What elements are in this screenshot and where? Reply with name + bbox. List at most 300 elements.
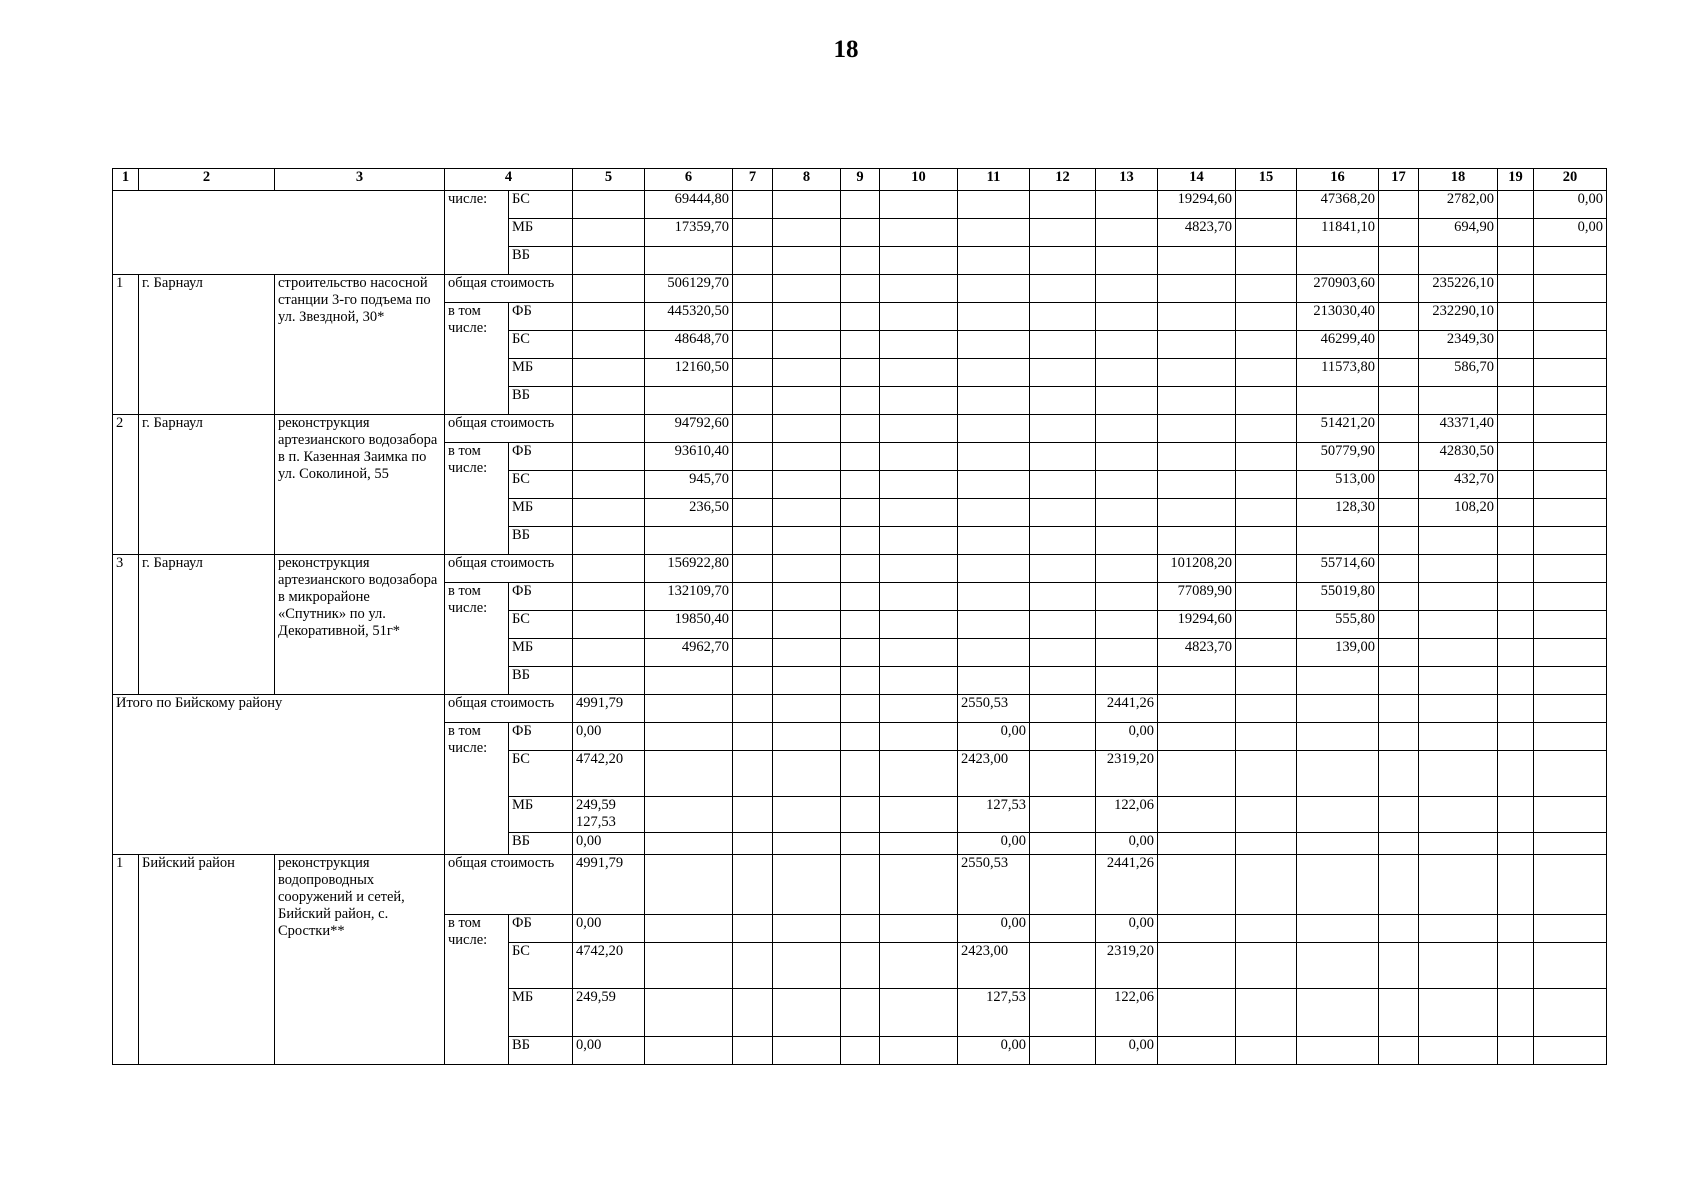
empty-cell — [773, 527, 841, 555]
empty-cell — [773, 583, 841, 611]
cell-value: 432,70 — [1419, 471, 1498, 499]
empty-cell — [1534, 303, 1607, 331]
fund-vb-label: ВБ — [509, 833, 573, 855]
table-row — [113, 275, 1607, 303]
object-place: г. Барнаул — [139, 415, 275, 555]
empty-cell — [1419, 1037, 1498, 1065]
empty-cell — [958, 527, 1030, 555]
total-cost-label: общая стоимость — [445, 415, 573, 443]
empty-cell — [1158, 387, 1236, 415]
empty-cell — [958, 415, 1030, 443]
empty-cell — [645, 695, 733, 723]
cell-value: 43371,40 — [1419, 415, 1498, 443]
col-header-3: 3 — [275, 169, 445, 191]
empty-cell — [958, 611, 1030, 639]
empty-cell — [958, 387, 1030, 415]
empty-cell — [1419, 943, 1498, 989]
in-that-number-label — [445, 583, 509, 695]
cell-value: 506129,70 — [645, 275, 733, 303]
empty-cell — [1236, 751, 1297, 797]
empty-cell — [1236, 275, 1297, 303]
empty-cell — [1498, 611, 1534, 639]
empty-cell — [841, 855, 880, 915]
empty-cell — [1534, 723, 1607, 751]
empty-cell — [645, 247, 733, 275]
empty-cell — [958, 303, 1030, 331]
empty-cell — [573, 667, 645, 695]
empty-cell — [880, 1037, 958, 1065]
fund-vb-label: ВБ — [509, 1037, 573, 1065]
empty-cell — [773, 751, 841, 797]
col-header-15: 15 — [1236, 169, 1297, 191]
empty-cell — [1236, 527, 1297, 555]
cell-value: 0,00 — [573, 1037, 645, 1065]
cell-text: в том — [448, 915, 481, 931]
fund-fb-label: ФБ — [509, 303, 573, 331]
table-row — [113, 555, 1607, 583]
cell-value: 19850,40 — [645, 611, 733, 639]
cell-value: 2550,53 — [958, 855, 1030, 915]
empty-cell — [1379, 471, 1419, 499]
empty-cell — [1158, 751, 1236, 797]
empty-cell — [880, 191, 958, 219]
empty-cell — [1498, 275, 1534, 303]
empty-cell — [841, 555, 880, 583]
empty-cell — [841, 331, 880, 359]
object-name: реконструкция водопроводных сооружений и сетей, Бийский район, с. Сростки** — [275, 855, 445, 1065]
empty-cell — [1498, 443, 1534, 471]
empty-cell — [880, 527, 958, 555]
empty-cell — [773, 219, 841, 247]
cell-value: 4823,70 — [1158, 639, 1236, 667]
empty-cell — [733, 639, 773, 667]
empty-cell — [1419, 989, 1498, 1037]
empty-cell — [573, 555, 645, 583]
empty-cell — [1498, 723, 1534, 751]
empty-cell — [880, 219, 958, 247]
cell-text: в том — [448, 583, 481, 599]
header-row — [113, 169, 1607, 191]
empty-cell — [733, 1037, 773, 1065]
empty-cell — [1158, 855, 1236, 915]
empty-cell — [1158, 275, 1236, 303]
fund-bs-label: БС — [509, 331, 573, 359]
empty-cell — [1498, 855, 1534, 915]
empty-cell — [773, 797, 841, 833]
empty-cell — [841, 915, 880, 943]
empty-cell — [1534, 1037, 1607, 1065]
row-number: 1 — [113, 275, 139, 415]
empty-cell — [841, 219, 880, 247]
empty-cell — [1534, 915, 1607, 943]
object-place: г. Барнаул — [139, 555, 275, 695]
cell-value: 0,00 — [958, 915, 1030, 943]
empty-cell — [1096, 359, 1158, 387]
cell-text: в том — [448, 443, 481, 459]
cell-value: 235226,10 — [1419, 275, 1498, 303]
empty-cell — [645, 797, 733, 833]
empty-cell — [773, 387, 841, 415]
empty-cell — [1498, 695, 1534, 723]
col-header-10: 10 — [880, 169, 958, 191]
empty-cell — [1030, 833, 1096, 855]
cell-text: числе: — [448, 740, 488, 756]
empty-cell — [1030, 989, 1096, 1037]
object-place: г. Барнаул — [139, 275, 275, 415]
empty-cell — [733, 219, 773, 247]
empty-cell — [1236, 443, 1297, 471]
in-that-number-label — [445, 723, 509, 855]
empty-cell — [1096, 331, 1158, 359]
empty-cell — [1236, 583, 1297, 611]
empty-cell — [1236, 833, 1297, 855]
empty-cell — [645, 1037, 733, 1065]
empty-cell — [1379, 555, 1419, 583]
cell-value: 2423,00 — [958, 943, 1030, 989]
cell-value: 4742,20 — [573, 751, 645, 797]
empty-cell — [880, 797, 958, 833]
empty-cell — [1030, 331, 1096, 359]
empty-cell — [1297, 989, 1379, 1037]
cell-value: 127,53 — [958, 797, 1030, 833]
empty-cell — [1419, 833, 1498, 855]
empty-cell — [841, 639, 880, 667]
empty-cell — [841, 499, 880, 527]
total-cost-label: общая стоимость — [445, 695, 573, 723]
empty-cell — [880, 667, 958, 695]
empty-cell — [1158, 527, 1236, 555]
empty-cell — [1236, 695, 1297, 723]
budget-table-container — [112, 168, 1606, 1065]
empty-cell — [1379, 915, 1419, 943]
cell-text: числе: — [448, 932, 488, 948]
empty-cell — [1030, 751, 1096, 797]
cell-value: 128,30 — [1297, 499, 1379, 527]
cell-value: 132109,70 — [645, 583, 733, 611]
empty-cell — [1297, 723, 1379, 751]
empty-cell — [1534, 989, 1607, 1037]
empty-cell — [1498, 751, 1534, 797]
col-header-17: 17 — [1379, 169, 1419, 191]
empty-cell — [1236, 915, 1297, 943]
empty-cell — [1236, 943, 1297, 989]
object-name: строительство насосной станции 3-го подъема по ул. Звездной, 30* — [275, 275, 445, 415]
empty-cell — [573, 331, 645, 359]
empty-cell — [1379, 695, 1419, 723]
empty-cell — [1158, 443, 1236, 471]
empty-cell — [733, 275, 773, 303]
empty-cell — [773, 275, 841, 303]
cell-text: 127,53 — [576, 814, 616, 830]
cell-value: 0,00 — [573, 723, 645, 751]
empty-cell — [1096, 611, 1158, 639]
empty-cell — [773, 943, 841, 989]
empty-cell — [1419, 247, 1498, 275]
empty-cell — [1379, 527, 1419, 555]
empty-cell — [773, 443, 841, 471]
empty-cell — [1297, 1037, 1379, 1065]
empty-cell — [1158, 915, 1236, 943]
empty-cell — [1096, 415, 1158, 443]
cell-value: 555,80 — [1297, 611, 1379, 639]
empty-cell — [1419, 527, 1498, 555]
empty-cell — [773, 915, 841, 943]
cell-value: 0,00 — [958, 723, 1030, 751]
empty-cell — [958, 443, 1030, 471]
empty-cell — [773, 855, 841, 915]
empty-cell — [573, 639, 645, 667]
empty-cell — [1236, 247, 1297, 275]
empty-cell — [573, 219, 645, 247]
empty-cell — [1498, 219, 1534, 247]
empty-cell — [880, 915, 958, 943]
empty-cell — [1158, 1037, 1236, 1065]
col-header-11: 11 — [958, 169, 1030, 191]
empty-cell — [1158, 667, 1236, 695]
empty-cell — [573, 275, 645, 303]
empty-cell — [1158, 247, 1236, 275]
empty-cell — [880, 943, 958, 989]
empty-cell — [1498, 499, 1534, 527]
empty-cell — [958, 247, 1030, 275]
cell-value: 2441,26 — [1096, 855, 1158, 915]
empty-cell — [1030, 797, 1096, 833]
empty-cell — [1236, 611, 1297, 639]
fund-bs-label: БС — [509, 611, 573, 639]
empty-cell — [1534, 247, 1607, 275]
empty-cell — [733, 471, 773, 499]
cell-text: числе: — [448, 191, 488, 207]
empty-cell — [1096, 667, 1158, 695]
empty-cell — [880, 415, 958, 443]
empty-cell — [1534, 639, 1607, 667]
empty-cell — [841, 723, 880, 751]
empty-cell — [1419, 583, 1498, 611]
empty-cell — [573, 247, 645, 275]
empty-cell — [1379, 443, 1419, 471]
empty-cell — [645, 527, 733, 555]
empty-cell — [573, 387, 645, 415]
empty-cell — [733, 415, 773, 443]
cell-value: 11841,10 — [1297, 219, 1379, 247]
empty-cell — [1534, 611, 1607, 639]
col-header-6: 6 — [645, 169, 733, 191]
cell-value: 513,00 — [1297, 471, 1379, 499]
cell-value: 4991,79 — [573, 695, 645, 723]
empty-cell — [1498, 639, 1534, 667]
empty-cell — [1096, 499, 1158, 527]
empty-cell — [1236, 219, 1297, 247]
empty-cell — [733, 387, 773, 415]
cell-value: 77089,90 — [1158, 583, 1236, 611]
empty-cell — [958, 275, 1030, 303]
empty-cell — [573, 527, 645, 555]
empty-cell — [1030, 555, 1096, 583]
empty-cell — [1379, 833, 1419, 855]
empty-cell — [880, 247, 958, 275]
empty-cell — [1419, 855, 1498, 915]
empty-cell — [1498, 247, 1534, 275]
empty-cell — [1158, 797, 1236, 833]
empty-cell — [841, 191, 880, 219]
empty-cell — [1030, 443, 1096, 471]
empty-cell — [1498, 915, 1534, 943]
cell-value: 0,00 — [1096, 723, 1158, 751]
empty-cell — [1297, 667, 1379, 695]
empty-cell — [1379, 387, 1419, 415]
empty-cell — [841, 1037, 880, 1065]
empty-cell — [1030, 943, 1096, 989]
cell-value: 48648,70 — [645, 331, 733, 359]
empty-cell — [1534, 943, 1607, 989]
fund-vb-label: ВБ — [509, 667, 573, 695]
empty-cell — [1030, 915, 1096, 943]
row-number: 1 — [113, 855, 139, 1065]
empty-cell — [1096, 247, 1158, 275]
empty-cell — [880, 695, 958, 723]
col-header-20: 20 — [1534, 169, 1607, 191]
empty-cell — [1498, 303, 1534, 331]
empty-cell — [1379, 611, 1419, 639]
fund-mb-label: МБ — [509, 797, 573, 833]
empty-cell — [880, 833, 958, 855]
empty-cell — [1096, 583, 1158, 611]
cell-value: 4962,70 — [645, 639, 733, 667]
empty-cell — [1030, 499, 1096, 527]
cell-value: 445320,50 — [645, 303, 733, 331]
budget-table — [112, 168, 1607, 1065]
fund-bs-label: БС — [509, 943, 573, 989]
col-header-19: 19 — [1498, 169, 1534, 191]
cell-value: 2782,00 — [1419, 191, 1498, 219]
cell-value: 4991,79 — [573, 855, 645, 915]
empty-cell — [1534, 499, 1607, 527]
cell-text: 249,59 — [576, 797, 616, 813]
empty-cell — [958, 191, 1030, 219]
empty-cell — [1379, 499, 1419, 527]
empty-cell — [773, 611, 841, 639]
empty-cell — [1030, 639, 1096, 667]
empty-cell — [1379, 359, 1419, 387]
col-header-5: 5 — [573, 169, 645, 191]
empty-cell — [573, 443, 645, 471]
empty-cell — [1236, 303, 1297, 331]
empty-cell — [1158, 943, 1236, 989]
empty-cell — [1297, 943, 1379, 989]
empty-cell — [733, 695, 773, 723]
col-header-13: 13 — [1096, 169, 1158, 191]
empty-cell — [958, 499, 1030, 527]
empty-cell — [880, 583, 958, 611]
fund-vb-label: ВБ — [509, 247, 573, 275]
empty-cell — [1096, 555, 1158, 583]
cell-value: 69444,80 — [645, 191, 733, 219]
empty-cell — [1379, 415, 1419, 443]
cell-value: 213030,40 — [1297, 303, 1379, 331]
empty-cell — [1158, 331, 1236, 359]
empty-cell — [1030, 855, 1096, 915]
empty-cell — [1379, 667, 1419, 695]
empty-cell — [1534, 751, 1607, 797]
empty-cell — [1498, 191, 1534, 219]
empty-cell — [1534, 471, 1607, 499]
empty-cell — [1030, 303, 1096, 331]
empty-cell — [573, 415, 645, 443]
empty-cell — [1419, 667, 1498, 695]
empty-cell — [1236, 387, 1297, 415]
object-name: реконструкция артезианского водозабора в п. Казенная Заимка по ул. Соколиной, 55 — [275, 415, 445, 555]
empty-cell — [880, 751, 958, 797]
empty-cell — [1534, 443, 1607, 471]
cell-value: 156922,80 — [645, 555, 733, 583]
empty-cell — [733, 723, 773, 751]
empty-cell — [773, 331, 841, 359]
empty-cell — [773, 499, 841, 527]
empty-cell — [1379, 943, 1419, 989]
carry-over-blank — [113, 191, 445, 275]
empty-cell — [773, 415, 841, 443]
empty-cell — [1379, 219, 1419, 247]
empty-cell — [1379, 797, 1419, 833]
cell-value: 50779,90 — [1297, 443, 1379, 471]
empty-cell — [841, 415, 880, 443]
empty-cell — [841, 387, 880, 415]
empty-cell — [645, 915, 733, 943]
empty-cell — [1096, 191, 1158, 219]
empty-cell — [1534, 275, 1607, 303]
empty-cell — [573, 471, 645, 499]
empty-cell — [733, 855, 773, 915]
total-cost-label: общая стоимость — [445, 275, 573, 303]
empty-cell — [733, 943, 773, 989]
empty-cell — [773, 989, 841, 1037]
empty-cell — [958, 667, 1030, 695]
empty-cell — [880, 611, 958, 639]
empty-cell — [1379, 989, 1419, 1037]
empty-cell — [958, 359, 1030, 387]
empty-cell — [841, 667, 880, 695]
empty-cell — [1534, 797, 1607, 833]
col-header-7: 7 — [733, 169, 773, 191]
empty-cell — [645, 751, 733, 797]
table-row — [113, 695, 1607, 723]
object-place: Бийский район — [139, 855, 275, 1065]
empty-cell — [573, 583, 645, 611]
cell-text: числе: — [448, 600, 488, 616]
empty-cell — [1030, 359, 1096, 387]
empty-cell — [773, 555, 841, 583]
empty-cell — [1030, 695, 1096, 723]
col-header-4: 4 — [445, 169, 573, 191]
cell-value: 2319,20 — [1096, 943, 1158, 989]
empty-cell — [1030, 387, 1096, 415]
cell-value: 0,00 — [573, 915, 645, 943]
cell-value: 586,70 — [1419, 359, 1498, 387]
cell-value: 122,06 — [1096, 989, 1158, 1037]
empty-cell — [1419, 639, 1498, 667]
fund-fb-label: ФБ — [509, 915, 573, 943]
empty-cell — [1158, 415, 1236, 443]
empty-cell — [841, 303, 880, 331]
empty-cell — [880, 639, 958, 667]
empty-cell — [1379, 331, 1419, 359]
fund-mb-label: МБ — [509, 639, 573, 667]
empty-cell — [841, 471, 880, 499]
cell-value: 0,00 — [958, 833, 1030, 855]
empty-cell — [1236, 359, 1297, 387]
cell-value: 101208,20 — [1158, 555, 1236, 583]
empty-cell — [841, 989, 880, 1037]
